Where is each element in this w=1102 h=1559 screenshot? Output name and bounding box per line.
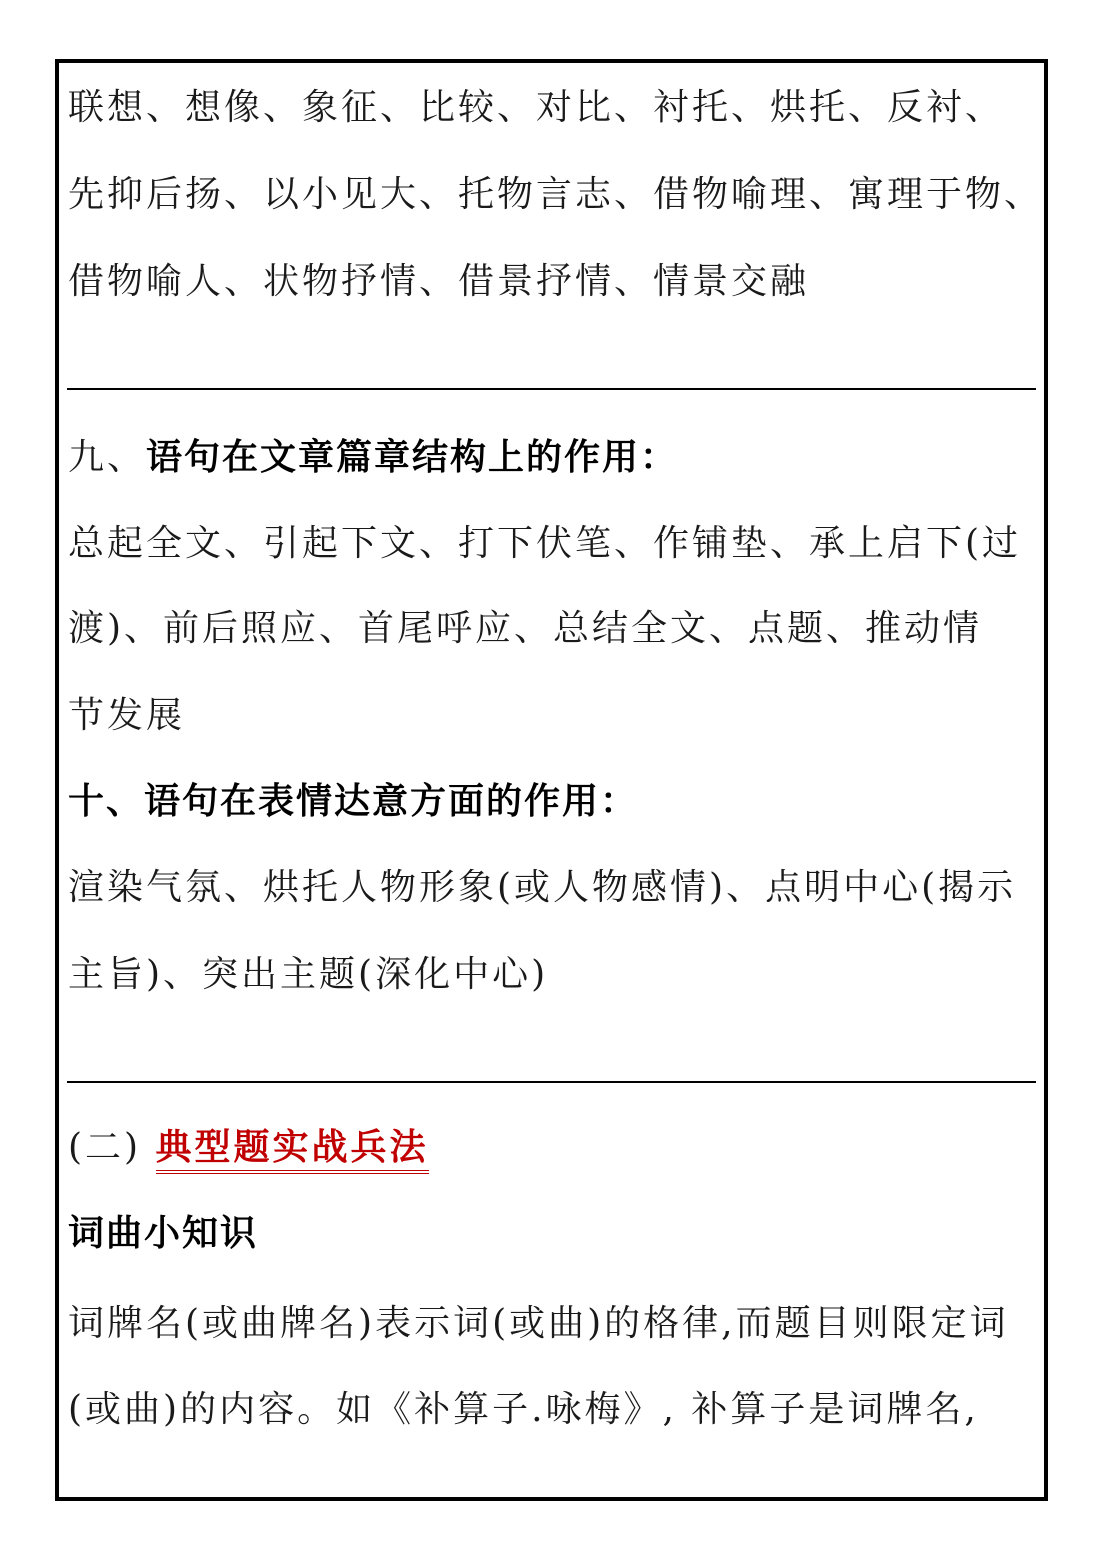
text-line: 渲染气氛、烘托人物形象(或人物感情)、点明中心(揭示: [68, 867, 1017, 908]
subheading: 词曲小知识: [68, 1213, 259, 1254]
text-line: 主旨)、突出主题(深化中心): [68, 954, 549, 995]
section-2-heading: [68, 1128, 429, 1168]
text-line: 渡)、前后照应、首尾呼应、总结全文、点题、推动情: [68, 608, 983, 649]
section-9-heading: [68, 438, 678, 478]
divider: [67, 388, 1036, 390]
text-line: 总起全文、引起下文、打下伏笔、作铺垫、承上启下(过: [68, 523, 1022, 564]
section-9-title: 语句在文章篇章结构上的作用：: [146, 437, 679, 478]
section-2-title: 典型题实战兵法: [156, 1127, 429, 1174]
section-10-heading: 十、语句在表情达意方面的作用：: [68, 781, 639, 822]
divider: [67, 1081, 1036, 1083]
text-line: (或曲)的内容。如《补算子.咏梅》, 补算子是词牌名,: [68, 1389, 979, 1430]
section-2-prefix: (二): [68, 1127, 156, 1168]
text-line: 借物喻人、状物抒情、借景抒情、情景交融: [68, 261, 810, 302]
text-line: 词牌名(或曲牌名)表示词(或曲)的格律,而题目则限定词: [68, 1303, 1009, 1344]
section-9-prefix: 九、: [68, 437, 147, 478]
text-line: 先抑后扬、以小见大、托物言志、借物喻理、寓理于物、: [68, 174, 1044, 215]
text-line: 联想、想像、象征、比较、对比、衬托、烘托、反衬、: [68, 87, 1005, 128]
text-line: 节发展: [68, 695, 186, 736]
